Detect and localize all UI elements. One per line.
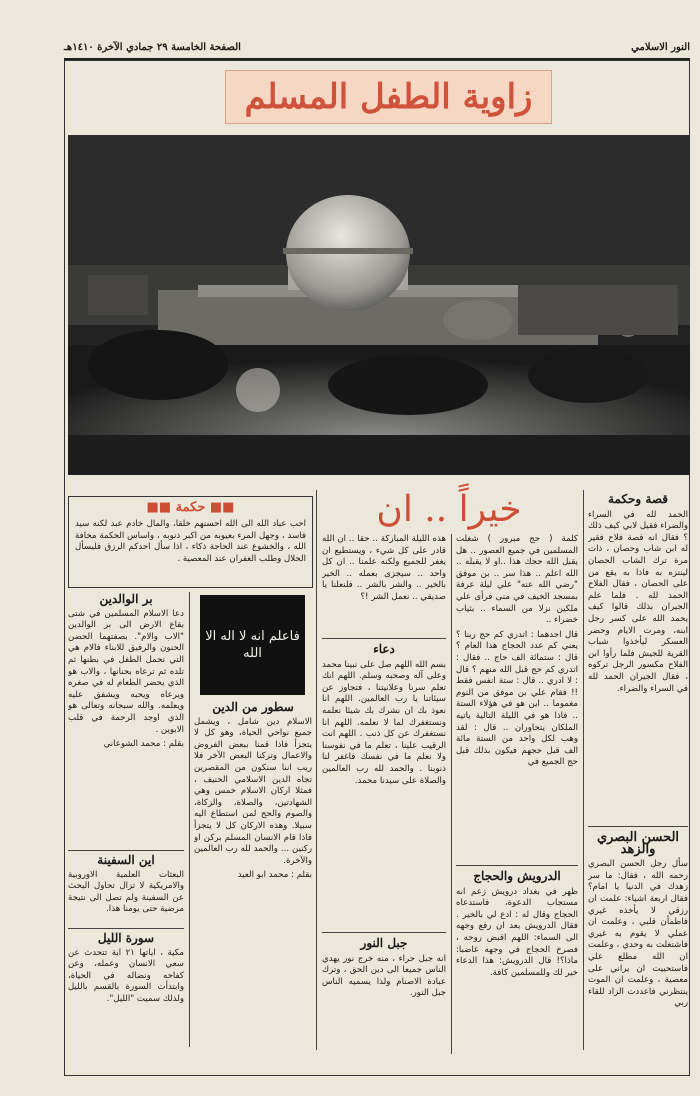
khair-title: خيراً .. ان xyxy=(376,489,522,530)
birr-byline: بقلم : محمد الشوعاني xyxy=(103,739,184,750)
khair-body-2: قال احدهما : اتدري كم حج ربنا ؟ يعني كم عدد الحجاج هذا العام ؟ قال : ستمائة الف حاج .. فقال : اتدري كم حج قبل الله منهم ؟ قال : لا ادري .. قال : ستة انفس فقط !! فقام علي بن موفق من النوم مغموما .. اين هو في هؤلاء الستة .. فاذا هو في الليلة التالية ياتيه الملكان يتحاوران .. قال : لقد وهب لكل واحد من الستة مائة الف قبل حجهم فيكون بذلك قبل حج الجميع في xyxy=(456,629,578,768)
safina-body: البعثات العلمية الاوروبية والامريكية لا تزال تحاول البحث عن السفينة ولم تصل الى نتيجة مرضية حتى يومنا هذا. xyxy=(68,869,184,915)
safina-column xyxy=(68,853,184,925)
section-divider xyxy=(322,932,446,933)
column-divider xyxy=(583,490,584,1050)
jabal-body: انه جبل حراء ، منه خرج نور يهدي الناس جميعا الى دين الحق ، وترك عبادة الاصنام ولذا يسميه الناس جبل النور. xyxy=(322,953,446,999)
page-header xyxy=(64,36,690,60)
birr-column xyxy=(68,592,184,847)
darwish-title: الدرويش والحجاج xyxy=(473,869,561,883)
jabal-column xyxy=(322,936,446,1046)
section-divider xyxy=(456,865,578,866)
column-divider xyxy=(316,490,317,1050)
birr-body: دعا الاسلام المسلمين في شتى بقاع الارض الى بر الوالدين "الاب والام". بصفتهما الحضن الحنون والرفيق للابناء فالام هي التي تحمل الطفل في بطنها ثم تلده ثم ترعاه بحنانها ، والاب هو الذي يحضر الطعام له في صغره ويرعاه ويحبه ويشفق عليه ويعلمه. والله سبحانه وتعالى هو الذي اوجد الرحمة في قلب الابوين . xyxy=(68,608,184,735)
jabal-title: جبل النور xyxy=(360,936,408,950)
section-divider xyxy=(322,638,446,639)
newspaper-name: النور الاسلامي xyxy=(631,41,690,53)
section-divider xyxy=(588,826,688,827)
section-divider xyxy=(68,850,184,851)
calligraphy-text: فاعلم انه لا اله الا الله xyxy=(205,629,300,661)
hikma-body: احب عباد الله الى الله احسنهم خلقا، والمال خادم عبد لكنه سيد فاسد ، وجهل المرء بعيوبه من اكبر ذنوبه ، واساس الحكمة مخافة الله ، والخشوع عند الحاجة ذكاء ، اذا سأل احدكم الرزق فليسأل الحلال وطلب الغفران عند المعصية . xyxy=(75,519,306,564)
hikma-content xyxy=(75,519,306,583)
hasan-body: سأل رجل الحسن البصري رحمه الله ، فقال: ما سر زهدك في الدنيا يا امام؟ فقال اربعة اشياء: علمت ان رزقي لا يأخذه غيري فاطمأن قلبي ، وعلمت ان عملي لا يقوم به غيري فاشتغلت به وحدي ، وعلمت ان الله مطلع علي فاستحييت ان يراني على معصية ، وعلمت ان الموت ينتظرني فاعددت الزاد للقاء ربي xyxy=(588,859,688,1009)
qissa-title: قصة وحكمة xyxy=(608,492,668,506)
dua-column xyxy=(322,642,446,927)
banner-title: زاوية الطفل المسلم xyxy=(244,77,533,117)
hikma-title-text: حكمة xyxy=(175,500,206,515)
qissa-column xyxy=(588,492,688,832)
qissa-body: الحمد لله في السراء والضراء فقيل لابي كيف ذلك ؟ فقال انه قصة فلاح فقير له ابن شاب وحصان ، ذات مرة ترك الشاب الحصان لينتزه به فاذا به يقع من على الحصان ، فقال الفلاح الحمد لله . فلما علم الجيران بذلك قالوا كيف يحمد الله على كسر رجل ابنه، ومرت الايام وحضر العسكر ليأخذوا شباب القرية للجيش فلما رأوا ابن الفلاح مكسور الرجل تركوه ، فقال الجيران الحمد لله في السراء والضراء. xyxy=(588,509,688,694)
column-divider xyxy=(451,534,452,1054)
hasan-title: الحسن البصري والزهد xyxy=(596,830,680,857)
safina-title: اين السفينة xyxy=(97,853,155,867)
dome-of-the-rock-photo xyxy=(68,135,690,475)
column-divider xyxy=(189,592,190,1047)
laylah-body: هذه الليلة المباركة .. حقا .. ان الله قادر على كل شيء ، ويستطيع ان يغفر للجميع ولكنه علمنا .. ان كل واحد .. سيجزى بعمله .. الخير بالخير .. والشر بالشر .. فلنعلنا يا صديقي .. نعمل الشر !؟ xyxy=(322,534,446,602)
sutoor-byline: بقلم : محمد ابو العيد xyxy=(237,870,312,881)
layl-column xyxy=(68,931,184,1046)
layl-title: سورة الليل xyxy=(97,931,155,945)
dua-title: دعاء xyxy=(373,642,395,656)
page-info: الصفحة الخامسة ٢٩ جمادي الآخرة ١٤١٠هـ xyxy=(64,41,241,53)
sutoor-body: الاسلام دين شامل ، ويشمل جميع نواحي الحياة، وهو كل لا يتجزأ فاذا قمنا ببعض الفروض والاعمال وتركنا البعض الآخر فلا ريب اننا سنكون من المقصرين تجاه الدين الاسلامي الحنيف ، فمثلا اركان الاسلام خمس وهي الشهادتين، والصلاة، والزكاة، والصوم والحج لمن استطاع اليه سبيلا. وهذه الاركان كل لا يتجزأ فاذا قام الانسان المسلم بركن او ركنين ... والحمد لله رب العالمين والآخرة. xyxy=(194,716,312,866)
laylah-column xyxy=(322,534,446,634)
khair-body-1: كلمة ( حج مبرور ) شغلت المسلمين في جميع العصور .. هل يقبل الله حجك هذا ..او لا يقبله .. الله اعلم .. هذا سر .. بن موفق "رضي الله عنه" علي ليلة عرفة بمسجد الخيف في منى فرأى علي ملكين نزلا من السماء .. بثياب خضراء .. xyxy=(456,534,578,626)
khair-column-1 xyxy=(456,534,578,864)
sutoor-title: سطور من الدين xyxy=(212,700,294,714)
sutoor-column xyxy=(194,700,312,1045)
hikma-box xyxy=(68,496,313,588)
section-divider xyxy=(68,928,184,929)
hasan-column xyxy=(588,830,688,1050)
calligraphy-image xyxy=(200,595,305,695)
banner-title-box xyxy=(225,70,552,124)
layl-body: مكية ، اياتها ٢١ اية تتحدث عن سعي الانسان وعمله، وعن كفاحه ونضاله في الحياة، وابتدأت السورة بالقسم بالليل ولذلك سميت "الليل". xyxy=(68,947,184,1004)
dua-body: بسم الله اللهم صل على نبينا محمد وعلى آله وصحبه وسلم. اللهم انك تعلم سرنا وعلانيتنا ، فتجاوز عن سيئاتنا يا رب العالمين. اللهم انا نعوذ بك ان نشرك بك شيئا نعلمه ونستغفرك لما لا نعلمه. اللهم انا نستغفرك عن كل ذنب . اللهم انت الرقيب علينا ، تعلم ما في نفوسنا ولا نعلم ما في نفسك فاغفر لنا ذنوبنا . والحمد لله رب العالمين والصلاة على سيدنا محمد. xyxy=(322,659,446,786)
darwish-column xyxy=(456,869,578,1049)
hikma-title: ■■ حكمة ■■ xyxy=(146,500,235,515)
birr-title: بر الوالدين xyxy=(99,592,153,606)
darwish-body: ظهر في بغداد درويش زعم انه مستجاب الدعوة، فاستدعاه الحجاج وقال له : ادع لي بالخير . فقال الدرويش بعد ان رفع وجهه الى السماء: اللهم اقبض روحه ، فصرخ الحجاج في وجهه غاضبا: ماذا؟! قال الدرويش: هذا الدعاء خير لك وللمسلمين كافة. xyxy=(456,886,578,978)
